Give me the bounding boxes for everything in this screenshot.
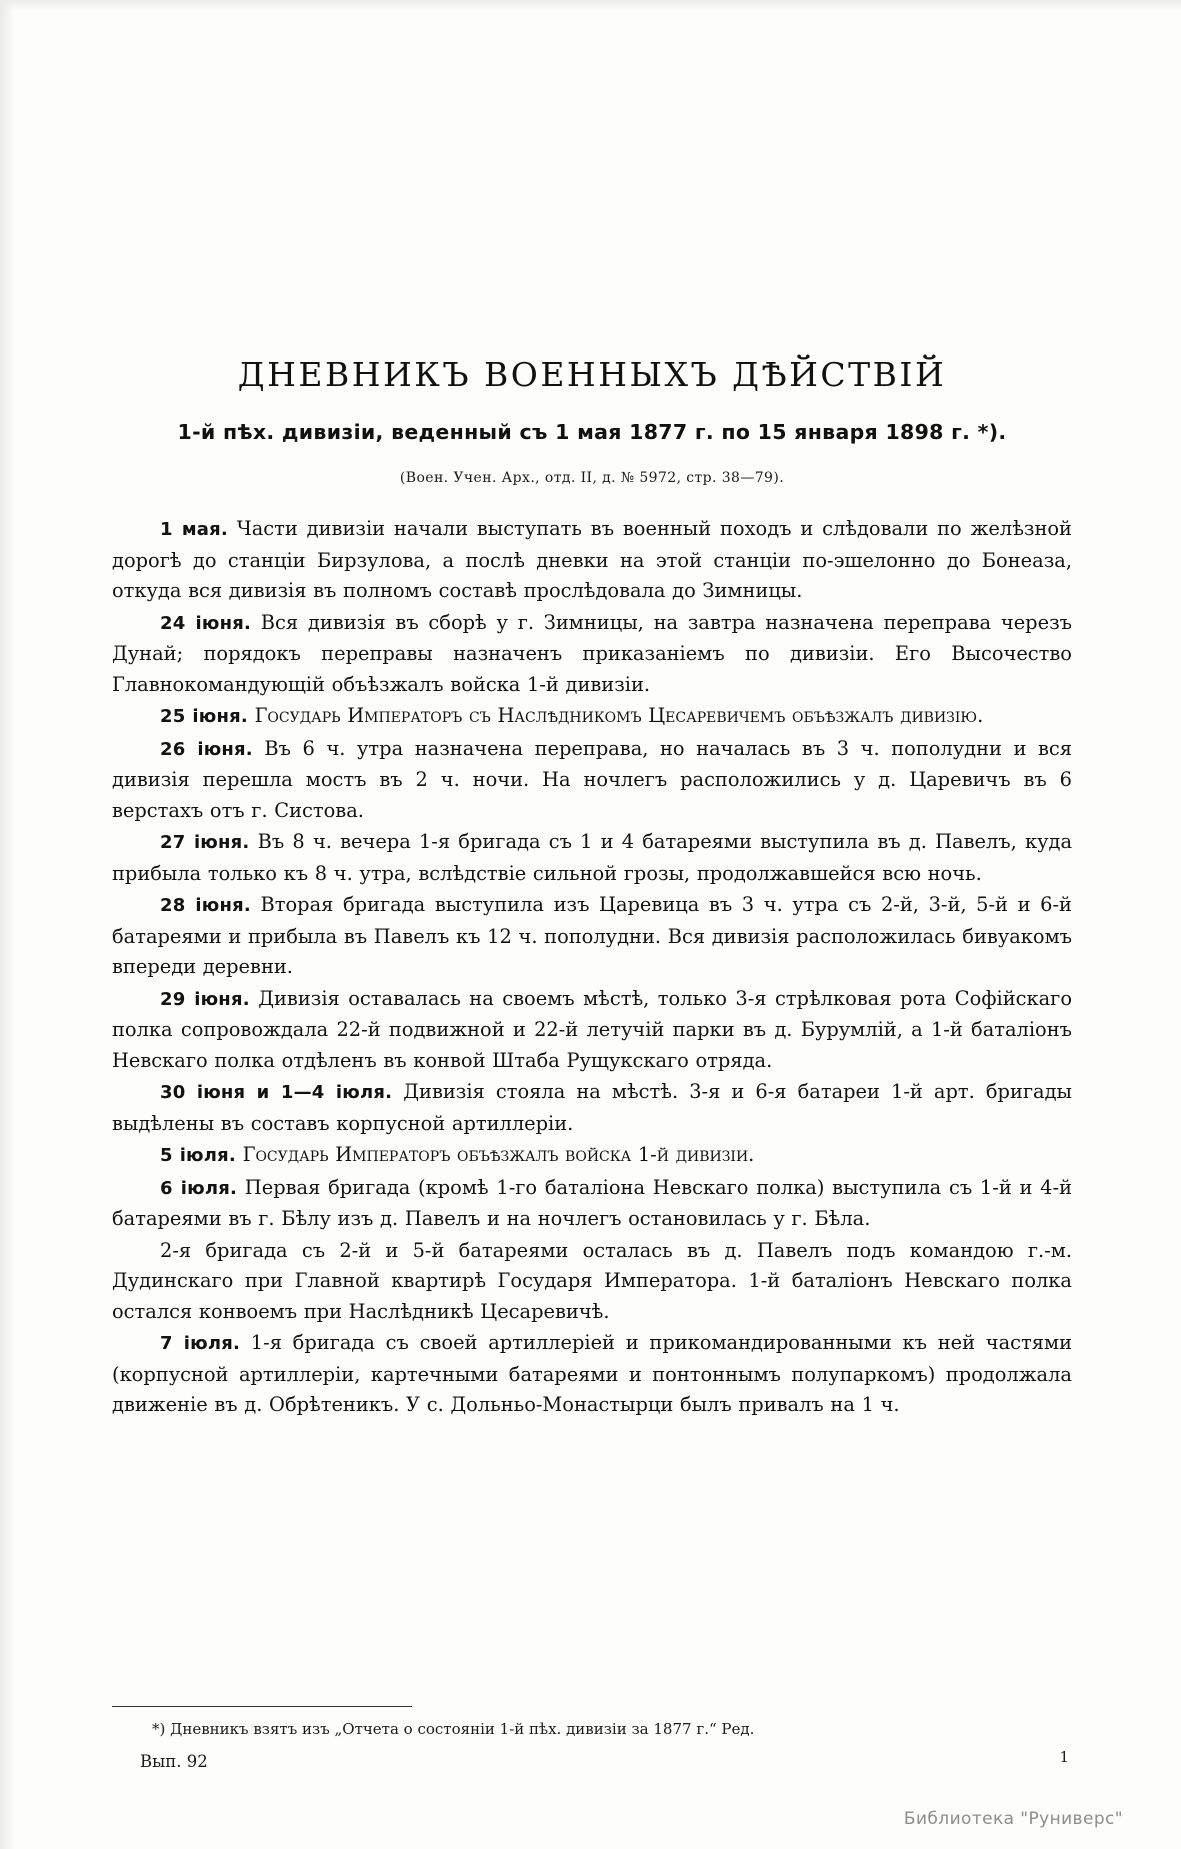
entry-text: Въ 8 ч. вечера 1-я бригада съ 1 и 4 батареями выступила въ д. Павелъ, куда прибыла только къ 8 ч. утра, вслѣдствіе сильной грозы, продолжавшейся всю ночь. xyxy=(112,830,1073,885)
entry-text: Первая бригада (кромѣ 1-го баталіона Невскаго полка) выступила съ 1-й и 4-й батареями въ г. Бѣлу изъ д. Павелъ и на ночлегъ остановилась у г. Бѣла. xyxy=(112,1175,1072,1230)
entry-date-label: 6 іюля. xyxy=(160,1177,238,1199)
entry-date-label: 1 мая. xyxy=(160,519,228,540)
entry-text: Части дивизіи начали выступать въ военный походъ и слѣдовали по желѣзной дорогѣ до станціи Бирзулова, а послѣ дневки на этой станціи по-эшелонно до Бонеаза, откуда вся дивизія въ полномъ составѣ прослѣдовала до Зимницы. xyxy=(112,517,1072,602)
archive-source-line: (Воен. Учен. Арх., отд. II, д. № 5972, стр. 38—79). xyxy=(399,470,785,486)
diary-entry xyxy=(112,1140,1072,1172)
entry-text: Государь Императоръ съ Наслѣдникомъ Цесаревичемъ объѣзжалъ дивизію. xyxy=(247,704,984,727)
entry-date-label: 26 іюня. xyxy=(160,738,253,760)
entry-text: Въ 6 ч. утра назначена переправа, но началась въ 3 ч. пополудни и вся дивизія перешла мостъ въ 2 ч. ночи. На ночлегъ расположились у д. Царевичъ въ 6 верстахъ отъ г. Систова. xyxy=(112,736,1072,822)
entry-date-label: 25 іюня. xyxy=(160,706,248,727)
diary-entry xyxy=(112,984,1072,1077)
entry-text: Вторая бригада выступила изъ Царевица въ 3 ч. утра съ 2-й, 3-й, 5-й и 6-й батареями и прибыла въ Павелъ къ 12 ч. пополудни. Вся дивизія расположилась бивуакомъ впереди деревни. xyxy=(112,893,1072,978)
diary-entry xyxy=(112,1173,1072,1235)
diary-entry xyxy=(112,1077,1072,1139)
page-edge-shading-top xyxy=(0,0,1181,10)
entry-date-label: 7 іюля. xyxy=(160,1333,241,1354)
diary-entry xyxy=(112,1236,1072,1328)
page-content xyxy=(112,355,1072,1422)
entry-date-label: 28 іюня. xyxy=(160,895,251,916)
footnote-separator xyxy=(112,1706,412,1707)
footnote: *) Дневникъ взятъ изъ „Отчета о состояніи 1-й пѣх. дивизіи за 1877 г.“ Ред. xyxy=(152,1720,755,1738)
diary-entry xyxy=(112,827,1072,889)
entry-text: 2-я бригада съ 2-й и 5-й батареями осталась въ д. Павелъ подъ командою г.-м. Дудинскаго при Главной квартирѣ Государя Императора. 1-й баталіонъ Невскаго полка остался конвоемъ при Наслѣдникѣ Цесаревичѣ. xyxy=(112,1238,1072,1323)
entry-text: Дивизія стояла на мѣстѣ. 3-я и 6-я батареи 1-й арт. бригады выдѣлены въ составъ корпусной артиллеріи. xyxy=(112,1080,1072,1135)
page-subtitle: 1-й пѣх. дивизіи, веденный съ 1 мая 1877 г. по 15 января 1898 г. *). xyxy=(177,420,1007,444)
entry-date-label: 24 іюня. xyxy=(160,612,252,634)
diary-entry xyxy=(112,514,1072,607)
folio-number: 1 xyxy=(1059,1748,1069,1766)
page-title: ДНЕВНИКЪ ВОЕННЫХЪ ДѢЙСТВІЙ xyxy=(237,355,947,394)
entry-text: Дивизія оставалась на своемъ мѣстѣ, только 3-я стрѣлковая рота Софійскаго полка сопровождала 22-й подвижной и 22-й летучій парки въ д. Бурумлій, а 1-й баталіонъ Невскаго полка отдѣленъ въ конвой Штаба Рущукскаго отряда. xyxy=(112,986,1072,1072)
library-watermark: Библиотека "Руниверс" xyxy=(903,1809,1123,1829)
entry-date-label: 30 іюня и 1—4 іюля. xyxy=(160,1082,393,1103)
entry-text: Государь Императоръ объѣзжалъ войска 1-й дивизіи. xyxy=(235,1143,755,1166)
diary-entry xyxy=(112,890,1072,983)
entry-date-label: 5 іюля. xyxy=(160,1145,236,1166)
entry-date-label: 27 іюня. xyxy=(160,832,250,853)
diary-entry xyxy=(112,608,1072,701)
diary-entry xyxy=(112,701,1072,733)
entry-date-label: 29 іюня. xyxy=(160,988,250,1010)
entry-text: 1-я бригада съ своей артиллеріей и прикомандированными къ ней частями (корпусной артиллеріи, картечными батареями и понтоннымъ полупаркомъ) продолжала движеніе въ д. Обрѣтеникъ. У с. Дольньо-Монастырци былъ привалъ на 1 ч. xyxy=(112,1331,1073,1416)
issue-label: Вып. 92 xyxy=(140,1752,208,1771)
diary-entry xyxy=(112,1328,1072,1421)
entry-text: Вся дивизія въ сборѣ у г. Зимницы, на завтра назначена переправа черезъ Дунай; порядокъ переправы назначенъ приказаніемъ по дивизіи. Его Высочество Главнокомандующій объѣзжалъ войска 1-й дивизіи. xyxy=(112,610,1072,696)
diary-entry xyxy=(112,734,1072,827)
page-edge-shading-left xyxy=(0,0,14,1849)
